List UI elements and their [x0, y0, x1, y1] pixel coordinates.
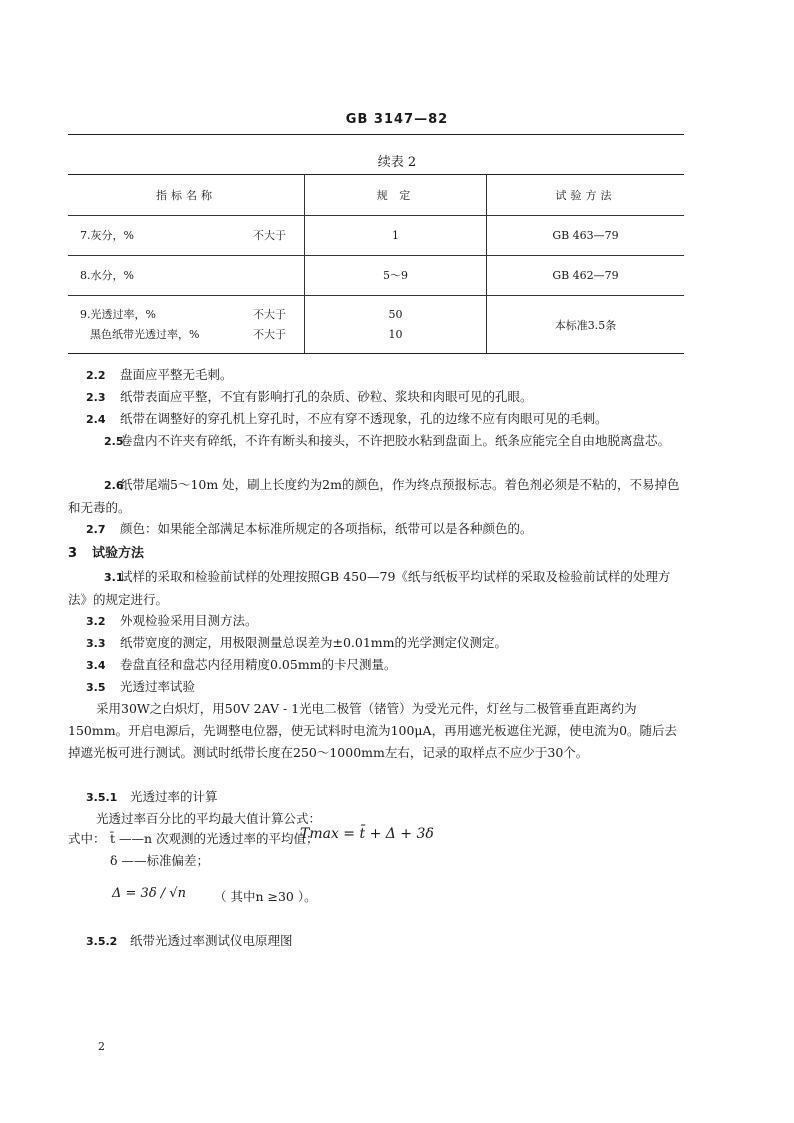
clause: [68, 430, 688, 453]
requirement-value: 1: [392, 228, 399, 242]
subclause-3-5-1: [68, 786, 688, 809]
row-requirement-cell: [305, 256, 487, 296]
where-delta-definition: δ ——标准偏差；: [110, 853, 209, 868]
clause-text: 盘面应平整无毛刺。: [120, 367, 233, 382]
clause-text: 光透过率的计算: [130, 789, 218, 804]
clause: [68, 364, 688, 387]
row-name-cell: [68, 296, 305, 354]
requirement-value: 5～9: [383, 268, 408, 282]
requirement-value: 10: [388, 327, 403, 341]
clause: [68, 518, 688, 541]
row-requirement-cell: [305, 296, 487, 354]
item-label: 黑色纸带光透过率，%: [90, 327, 200, 341]
spec-table: [68, 174, 684, 354]
clause-text: 纸带尾端5～10m 处，刷上长度约为2m的颜色，作为终点预报标志。着色剂必须是不粘的，不易掉色和无毒的。: [68, 477, 680, 515]
page-number: 2: [98, 1040, 105, 1053]
section-number: 3: [68, 546, 78, 561]
clause: [68, 386, 688, 409]
section-heading: [68, 542, 144, 561]
where-label: 式中：: [68, 831, 106, 846]
row-method-cell: 本标准3.5条: [487, 296, 685, 354]
clause-number: 3.5.2: [86, 935, 118, 948]
formula-main: Tmax = t̄ + Δ + 3δ: [300, 826, 434, 842]
clause-text: 纸带光透过率测试仪电原理图: [130, 933, 293, 948]
table-caption: 续表 2: [377, 155, 417, 170]
clause-number: 3.4: [86, 659, 106, 672]
clause: [68, 566, 688, 611]
col-header-method: 试验方法: [487, 175, 685, 216]
row-requirement-cell: [305, 216, 487, 256]
table-header-row: [68, 175, 684, 216]
requirement-value: 50: [388, 307, 403, 321]
clause-number: 2.3: [86, 391, 106, 404]
row-method-cell: GB 463—79: [487, 216, 685, 256]
clause-number: 2.2: [86, 369, 106, 382]
clause-text: 卷盘内不许夹有碎纸，不许有断头和接头，不许把胶水粘到盘面上。纸条应能完全自由地脱离盘芯。: [120, 433, 671, 448]
clause-text: 颜色：如果能全部满足本标准所规定的各项指标，纸带可以是各种颜色的。: [120, 521, 533, 536]
clause-text: 纸带在调整好的穿孔机上穿孔时，不应有穿不透现象，孔的边缘不应有肉眼可见的毛刺。: [120, 411, 608, 426]
clause: [68, 474, 688, 519]
clause-number: 2.4: [86, 413, 106, 426]
item-label: 8.水分，%: [80, 268, 134, 282]
table-row: [68, 216, 684, 256]
col-header-requirement: 规 定: [305, 175, 487, 216]
clause-text: 纸带表面应平整，不宜有影响打孔的杂质、砂粒、浆块和肉眼可见的孔眼。: [120, 389, 533, 404]
item-limit: 不大于: [253, 228, 286, 242]
item-limit: 不大于: [253, 307, 286, 321]
clause-number: 3.3: [86, 637, 106, 650]
standard-code: GB 3147—82: [345, 112, 449, 127]
row-name-cell: [68, 256, 305, 296]
where-t-definition: t̄ ——n 次观测的光透过率的平均值；: [110, 831, 319, 846]
table-row: [68, 256, 684, 296]
clause-text: 光透过率试验: [120, 679, 196, 694]
col-header-name: 指标名称: [68, 175, 305, 216]
clause-number: 3.5.1: [86, 791, 118, 804]
clause-number: 2.7: [86, 523, 106, 536]
header-rule: [68, 134, 684, 135]
row-name-cell: [68, 216, 305, 256]
table-row: [68, 296, 684, 354]
item-label: 9.光透过率，%: [80, 307, 156, 321]
clause: [68, 654, 688, 677]
formula-intro: 光透过率百分比的平均最大值计算公式：: [96, 811, 322, 826]
clause-text: 卷盘直径和盘芯内径用精度0.05mm的卡尺测量。: [120, 657, 397, 672]
clause: [68, 610, 688, 633]
item-label: 7.灰分，%: [80, 228, 134, 242]
clause: [68, 676, 688, 699]
clause-number: 3.1: [104, 571, 124, 584]
clause: [68, 632, 688, 655]
clause-number: 2.6: [104, 479, 124, 492]
formula-delta: Δ = 3δ / √n: [112, 886, 186, 901]
paragraph-3-5: 采用30W之白炽灯，用50V 2AV - 1光电二极管（锗管）为受光元件，灯丝与二极管垂直距离约为150mm。开启电源后，先调整电位器，使无试料时电流为100μA，再用遮光板遮住光源，使电流为0。随后去掉遮光板可进行测试。测试时纸带长度在250～1000mm左右，记录的取样点不应少于30个。: [68, 701, 678, 760]
formula-note: （ 其中n ≥30 ）。: [214, 889, 317, 904]
section-title: 试验方法: [92, 546, 145, 561]
clause-text: 试样的采取和检验前试样的处理按照GB 450—79《纸与纸板平均试样的采取及检验前试样的处理方法》的规定进行。: [68, 569, 671, 607]
item-limit: 不大于: [253, 327, 286, 341]
row-method-cell: GB 462—79: [487, 256, 685, 296]
clause: [68, 408, 688, 431]
clause-number: 3.5: [86, 681, 106, 694]
clause-number: 2.5: [104, 435, 124, 448]
subclause-3-5-2: [68, 930, 688, 953]
clause-text: 纸带宽度的测定，用极限测量总误差为±0.01mm的光学测定仪测定。: [120, 635, 508, 650]
clause-text: 外观检验采用目测方法。: [120, 613, 258, 628]
clause-number: 3.2: [86, 615, 106, 628]
